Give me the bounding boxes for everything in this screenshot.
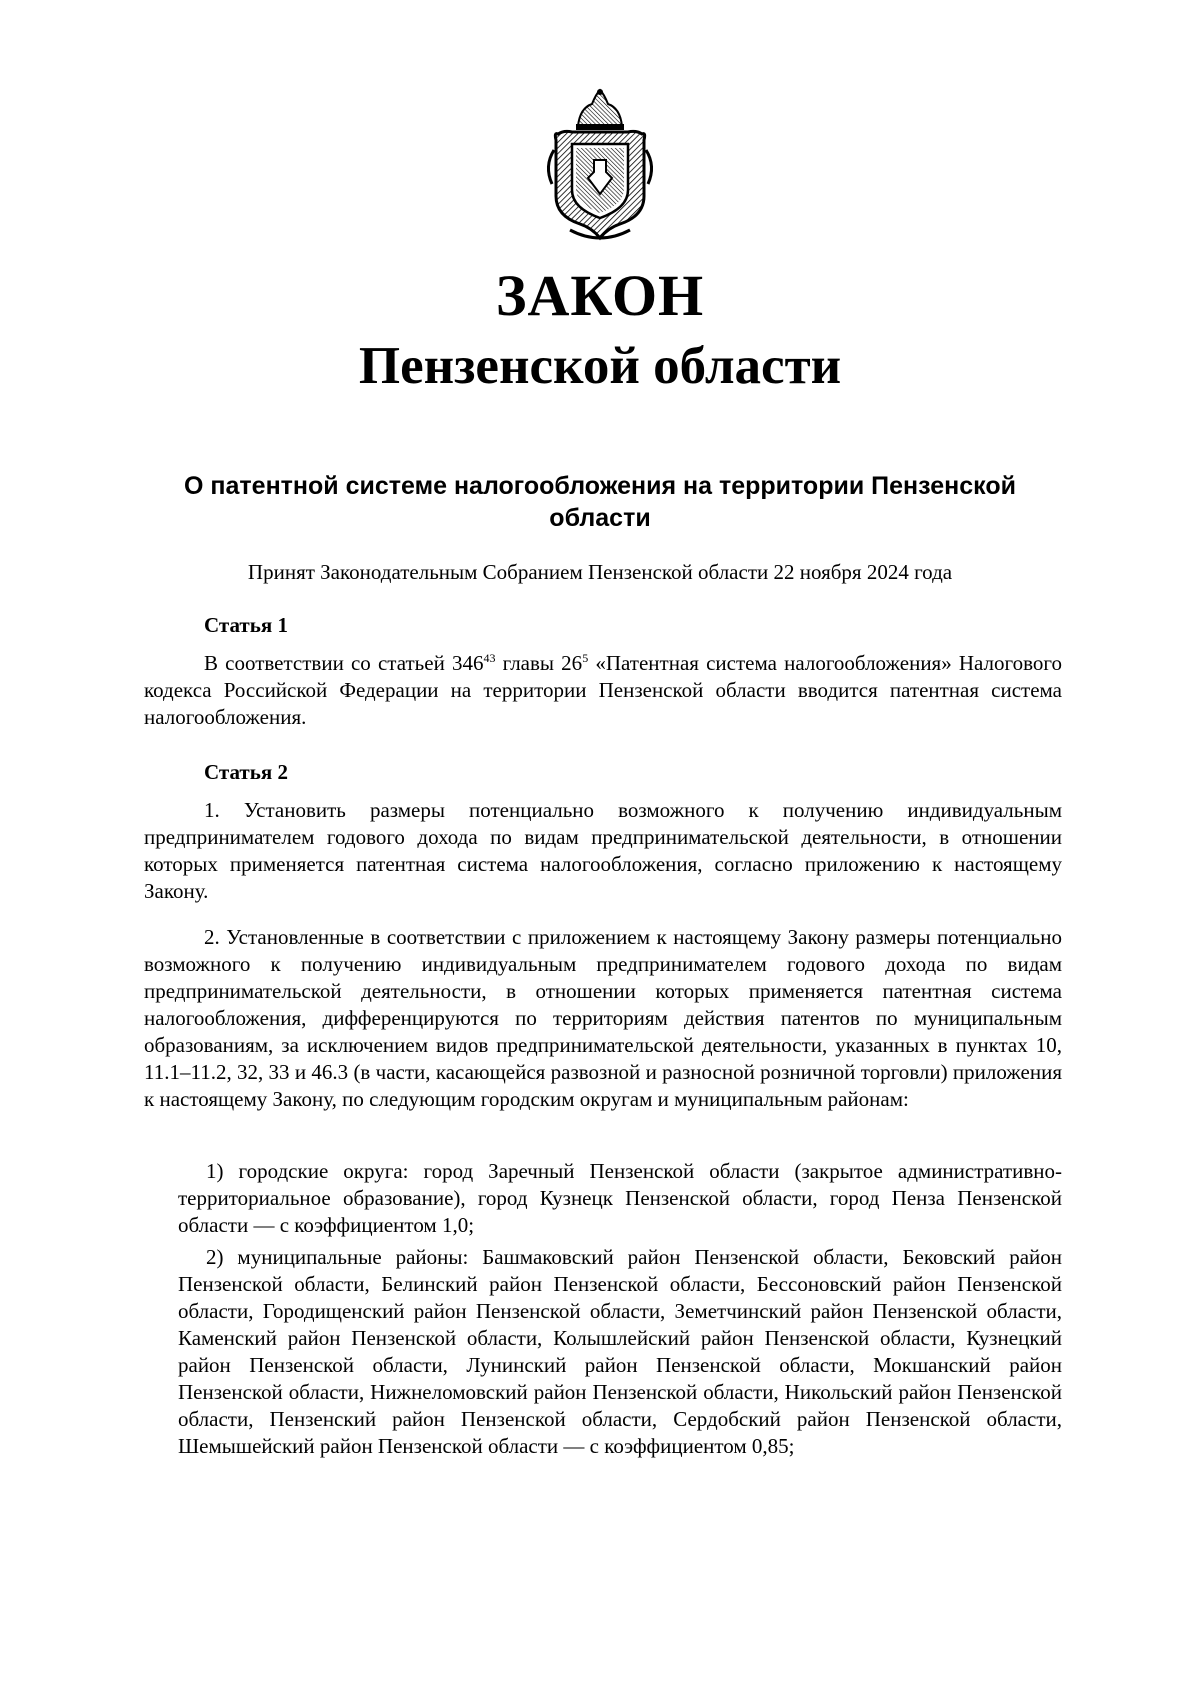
- adoption-line: Принят Законодательным Собранием Пензенской области 22 ноября 2024 года: [247, 560, 953, 584]
- article-2-p2-text: 2. Установленные в соответствии с приложением к настоящему Закону размеры потенциально возможного к получению индивидуальным предпринимателем годового дохода по видам предпринимательской деятельности, в отношении которых применяется патентная система налогообложения, дифференцируются по территориям действия патентов по муниципальным образованиям, за исключением видов предпринимательской деятельности, указанных в пунктах 10, 11.1–11.2, 32, 33 и 46.3 (в части, касающейся развозной и разносной розничной торговли) приложения к настоящему Закону, по следующим городским округам и муниципальным районам:: [144, 925, 1062, 1111]
- article-1-text-c: «Патентная система налогообложения» Налогового кодекса Российской Федерации на территории Пензенской области вводится патентная система налогообложения.: [144, 651, 1062, 729]
- penza-oblast-coat-of-arms-icon: [540, 86, 660, 246]
- article-2-item-2: 2) муниципальные районы: Башмаковский район Пензенской области, Бековский район Пензенской области, Белинский район Пензенской области, Бессоновский район Пензенской области, Городищенский район Пензенской области, Земетчинский район Пензенской области, Каменский район Пензенской области, Колышлейский район Пензенской области, Кузнецкий район Пензенской области, Лунинский район Пензенской области, Мокшанский район Пензенской области, Нижнеломовский район Пензенской области, Никольский район Пензенской области, Пензенский район Пензенской области, Сердобский район Пензенской области, Шемышейский район Пензенской области — с коэффициентом 0,85;: [178, 1245, 1062, 1458]
- law-region: Пензенской области: [358, 337, 842, 395]
- article-2-heading: Статья 2: [204, 760, 288, 784]
- article-2-item-1: 1) городские округа: город Заречный Пензенской области (закрытое административно-территориальное образование), город Кузнецк Пензенской области, город Пенза Пензенской области — с коэффициентом 1,0;: [178, 1159, 1062, 1237]
- article-1-text-b: главы 26: [495, 651, 583, 675]
- article-2-p1-text: 1. Установить размеры потенциально возможного к получению индивидуальным предпринимателем годового дохода по видам предпринимательской деятельности, в отношении которых применяется патентная система налогообложения, согласно приложению к настоящему Закону.: [144, 798, 1062, 903]
- article-2-paragraph-1: [144, 797, 1062, 905]
- article-2-paragraph-2: [144, 924, 1062, 1113]
- law-subject: О патентной системе налогообложения на территории Пензенской области: [184, 472, 1016, 532]
- article-1-heading: Статья 1: [204, 613, 288, 637]
- law-title: ЗАКОН: [495, 263, 705, 328]
- article-1-sup-b: 5: [582, 651, 589, 665]
- article-1-sup-a: 43: [483, 651, 496, 665]
- article-1-body: [144, 650, 1062, 731]
- article-1-text-a: В соответствии со статьей 346: [204, 651, 484, 675]
